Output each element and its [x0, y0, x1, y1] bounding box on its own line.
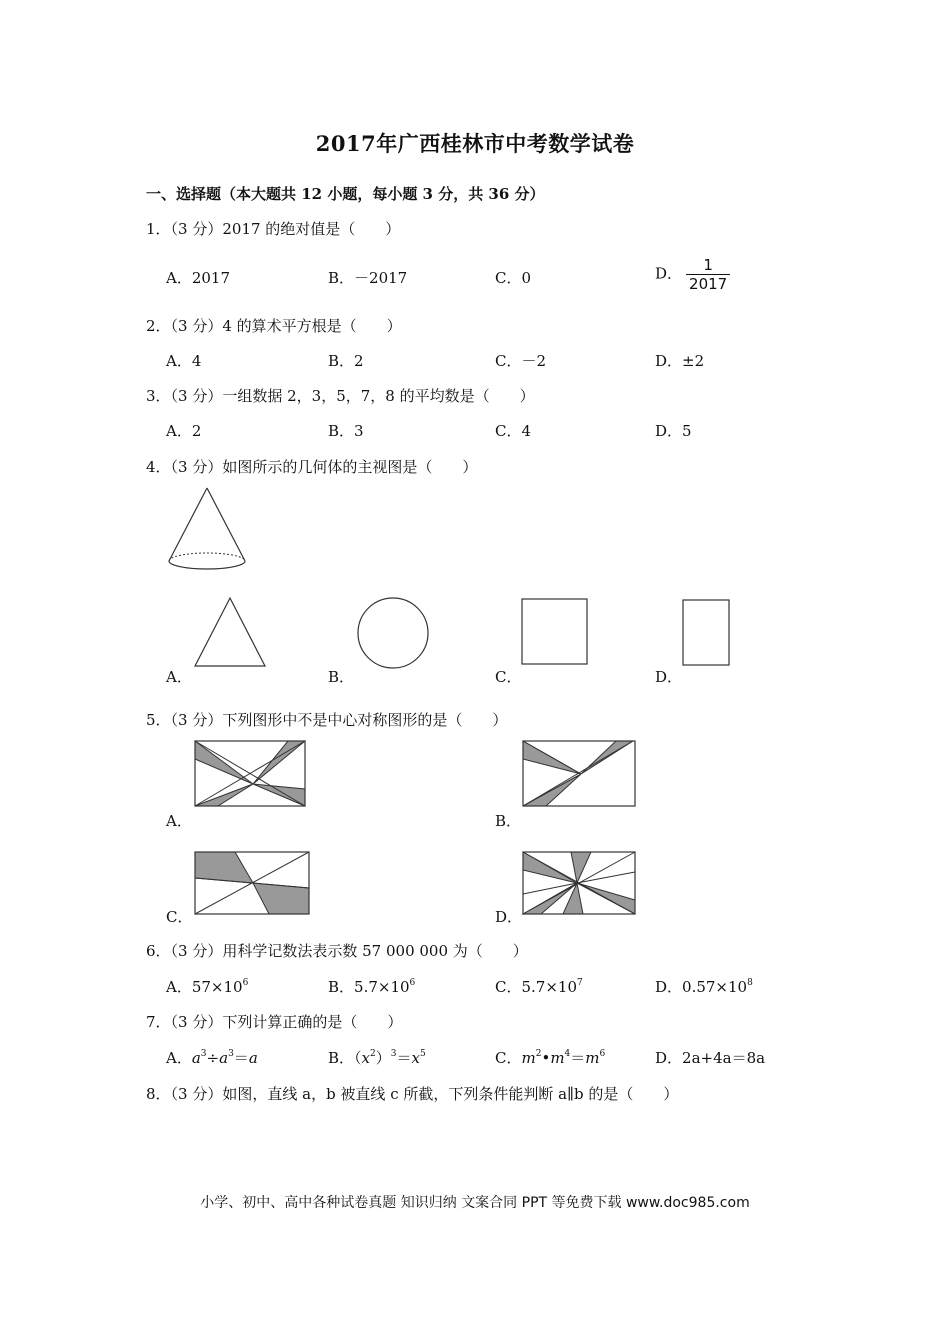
option-label: C．	[495, 978, 522, 996]
q4-option-a: A．	[166, 668, 192, 686]
q1-option-c: C．0	[495, 269, 532, 287]
rectangle-view	[682, 599, 732, 667]
q7-option-a	[166, 1047, 258, 1068]
math-expression: $m^2•m^4=m^6$	[521, 1049, 606, 1067]
fraction	[686, 256, 730, 293]
q3-option-b: B．3	[328, 422, 364, 440]
question-7: 7．（3 分）下列计算正确的是（ ）	[146, 1013, 403, 1031]
fraction-numerator: 1	[686, 256, 730, 275]
option-exponent: 6	[409, 978, 416, 988]
pinwheel-figure-d	[521, 850, 639, 918]
square-view	[521, 598, 589, 666]
question-3: 3．（3 分）一组数据 2，3，5，7，8 的平均数是（ ）	[146, 387, 535, 405]
circle-view	[355, 596, 431, 670]
q1-option-d	[655, 256, 730, 293]
page-footer: 小学、初中、高中各种试卷真题 知识归纳 文案合同 PPT 等免费下载 www.doc985.com	[200, 1195, 750, 1211]
q2-option-a: A．4	[166, 352, 202, 370]
question-4: 4．（3 分）如图所示的几何体的主视图是（ ）	[146, 458, 478, 476]
q4-option-c: C．	[495, 668, 522, 686]
q6-option-a	[166, 976, 248, 997]
q5-option-b: B．	[495, 812, 522, 830]
option-exponent: 8	[747, 978, 753, 988]
question-1: 1．（3 分）2017 的绝对值是（ ）	[146, 220, 401, 238]
option-label: C．	[495, 1049, 522, 1067]
option-label: B．	[328, 1049, 355, 1067]
q2-option-d: D．±2	[655, 352, 705, 370]
q6-option-c	[495, 976, 583, 997]
option-base: 5.7×10	[354, 978, 410, 996]
option-base: 5.7×10	[521, 978, 577, 996]
option-exponent: 7	[577, 978, 583, 988]
pinwheel-figure-a	[193, 739, 309, 809]
option-base: 0.57×10	[682, 978, 748, 996]
question-2: 2．（3 分）4 的算术平方根是（ ）	[146, 317, 402, 335]
option-label: D．	[655, 978, 683, 996]
q7-option-d: D．2a+4a＝8a	[655, 1049, 766, 1067]
option-label: B．	[328, 978, 355, 996]
q5-option-a: A．	[166, 812, 192, 830]
option-label: A．	[166, 978, 192, 996]
q6-option-d	[655, 976, 753, 997]
q2-option-b: B．2	[328, 352, 364, 370]
question-8: 8．（3 分）如图，直线 a，b 被直线 c 所截，下列条件能判断 a∥b 的是（ ）	[146, 1085, 679, 1103]
pinwheel-figure-c	[193, 850, 313, 918]
option-base: 57×10	[191, 978, 243, 996]
option-exponent: 6	[242, 978, 249, 988]
math-expression: $(x^2)^3=x^5$	[354, 1049, 426, 1067]
q5-option-d: D．	[495, 908, 523, 926]
triangle-view	[193, 596, 267, 668]
q3-option-d: D．5	[655, 422, 692, 440]
q7-option-c	[495, 1047, 605, 1068]
section-heading: 一、选择题（本大题共 12 小题，每小题 3 分，共 36 分）	[146, 185, 545, 203]
q6-option-b	[328, 976, 415, 997]
q2-option-c: C．－2	[495, 352, 547, 370]
math-expression: $a^3\div a^3=a$	[191, 1049, 258, 1067]
q1-option-d-label: D．	[655, 264, 683, 283]
q5-option-c: C．	[166, 908, 193, 926]
q1-option-b: B．－2017	[328, 269, 408, 287]
q4-option-d: D．	[655, 668, 683, 686]
cone-figure	[160, 485, 255, 575]
q7-option-b	[328, 1047, 426, 1068]
question-5: 5．（3 分）下列图形中不是中心对称图形的是（ ）	[146, 711, 508, 729]
pinwheel-figure-b	[521, 739, 639, 809]
q4-option-b: B．	[328, 668, 355, 686]
page-title: 2017年广西桂林市中考数学试卷	[315, 131, 635, 156]
option-label: A．	[166, 1049, 192, 1067]
q3-option-c: C．4	[495, 422, 532, 440]
q3-option-a: A．2	[166, 422, 202, 440]
question-6: 6．（3 分）用科学记数法表示数 57 000 000 为（ ）	[146, 942, 528, 960]
q1-option-a: A．2017	[166, 269, 231, 287]
fraction-denominator: 2017	[689, 275, 728, 293]
